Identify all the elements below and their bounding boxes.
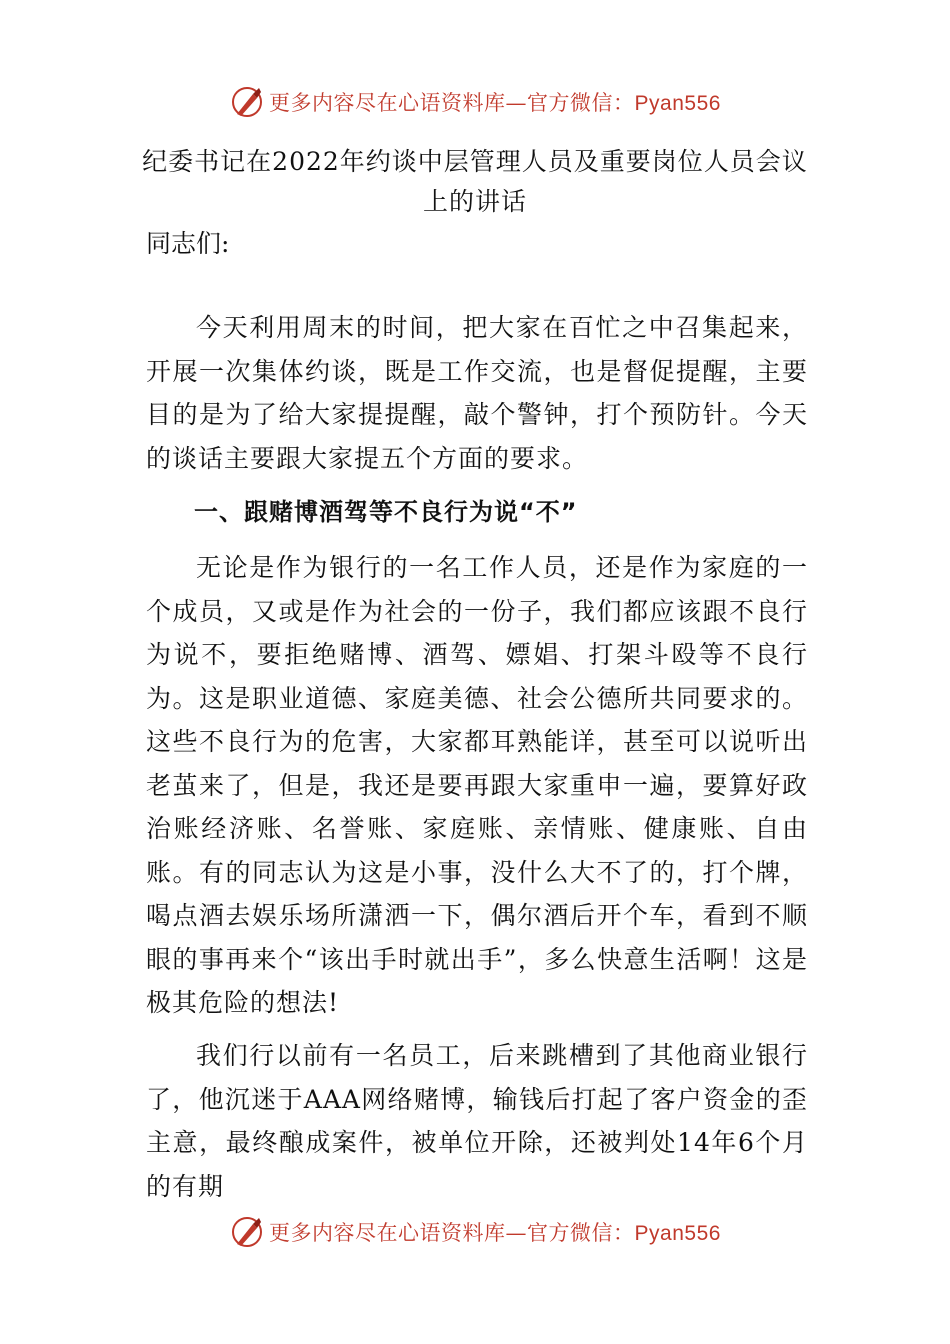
body-paragraph: 无论是作为银行的一名工作人员，还是作为家庭的一个成员，又或是作为社会的一份子，我们都应该跟不良行为说不，要拒绝赌博、酒驾、嫖娼、打架斗殴等不良行为。这是职业道德、家庭美德、社会公德所共同要求的。这些不良行为的危害，大家都耳熟能详，甚至可以说听出老茧来了，但是，我还是要再跟大家重申一遍，要算好政治账经济账、名誉账、家庭账、亲情账、健康账、自由账。有的同志认为这是小事，没什么大不了的，打个牌，喝点酒去娱乐场所潇洒一下，偶尔酒后开个车，看到不顺眼的事再来个“该出手时就出手”，多么快意生活啊！这是极其危险的想法! bbox=[146, 553, 808, 1017]
watermark-footer bbox=[0, 1212, 950, 1252]
pen-nib-logo-icon bbox=[229, 1214, 265, 1250]
watermark-text: 更多内容尽在心语资料库—官方微信：Pyan556 bbox=[269, 1221, 721, 1245]
document-title bbox=[120, 142, 830, 222]
title-line-1: 纪委书记在2022年约谈中层管理人员及重要岗位人员会议 bbox=[142, 147, 808, 176]
watermark-account: Pyan556 bbox=[634, 92, 721, 115]
watermark-account: Pyan556 bbox=[634, 1222, 721, 1245]
salutation: 同志们: bbox=[146, 229, 230, 258]
watermark-header bbox=[0, 82, 950, 122]
pen-nib-logo-icon bbox=[229, 84, 265, 120]
title-line-2: 上的讲话 bbox=[422, 187, 527, 216]
section-heading: 一、跟赌博酒驾等不良行为说“不” bbox=[194, 498, 578, 526]
body-paragraph: 我们行以前有一名员工，后来跳槽到了其他商业银行了，他沉迷于AAA网络赌博，输钱后打起了客户资金的歪主意，最终酿成案件，被单位开除，还被判处14年6个月的有期 bbox=[146, 1041, 808, 1201]
body-paragraph: 今天利用周末的时间，把大家在百忙之中召集起来，开展一次集体约谈，既是工作交流，也是督促提醒，主要目的是为了给大家提提醒，敲个警钟，打个预防针。今天的谈话主要跟大家提五个方面的要求。 bbox=[146, 313, 808, 473]
watermark-text: 更多内容尽在心语资料库—官方微信：Pyan556 bbox=[269, 91, 721, 115]
